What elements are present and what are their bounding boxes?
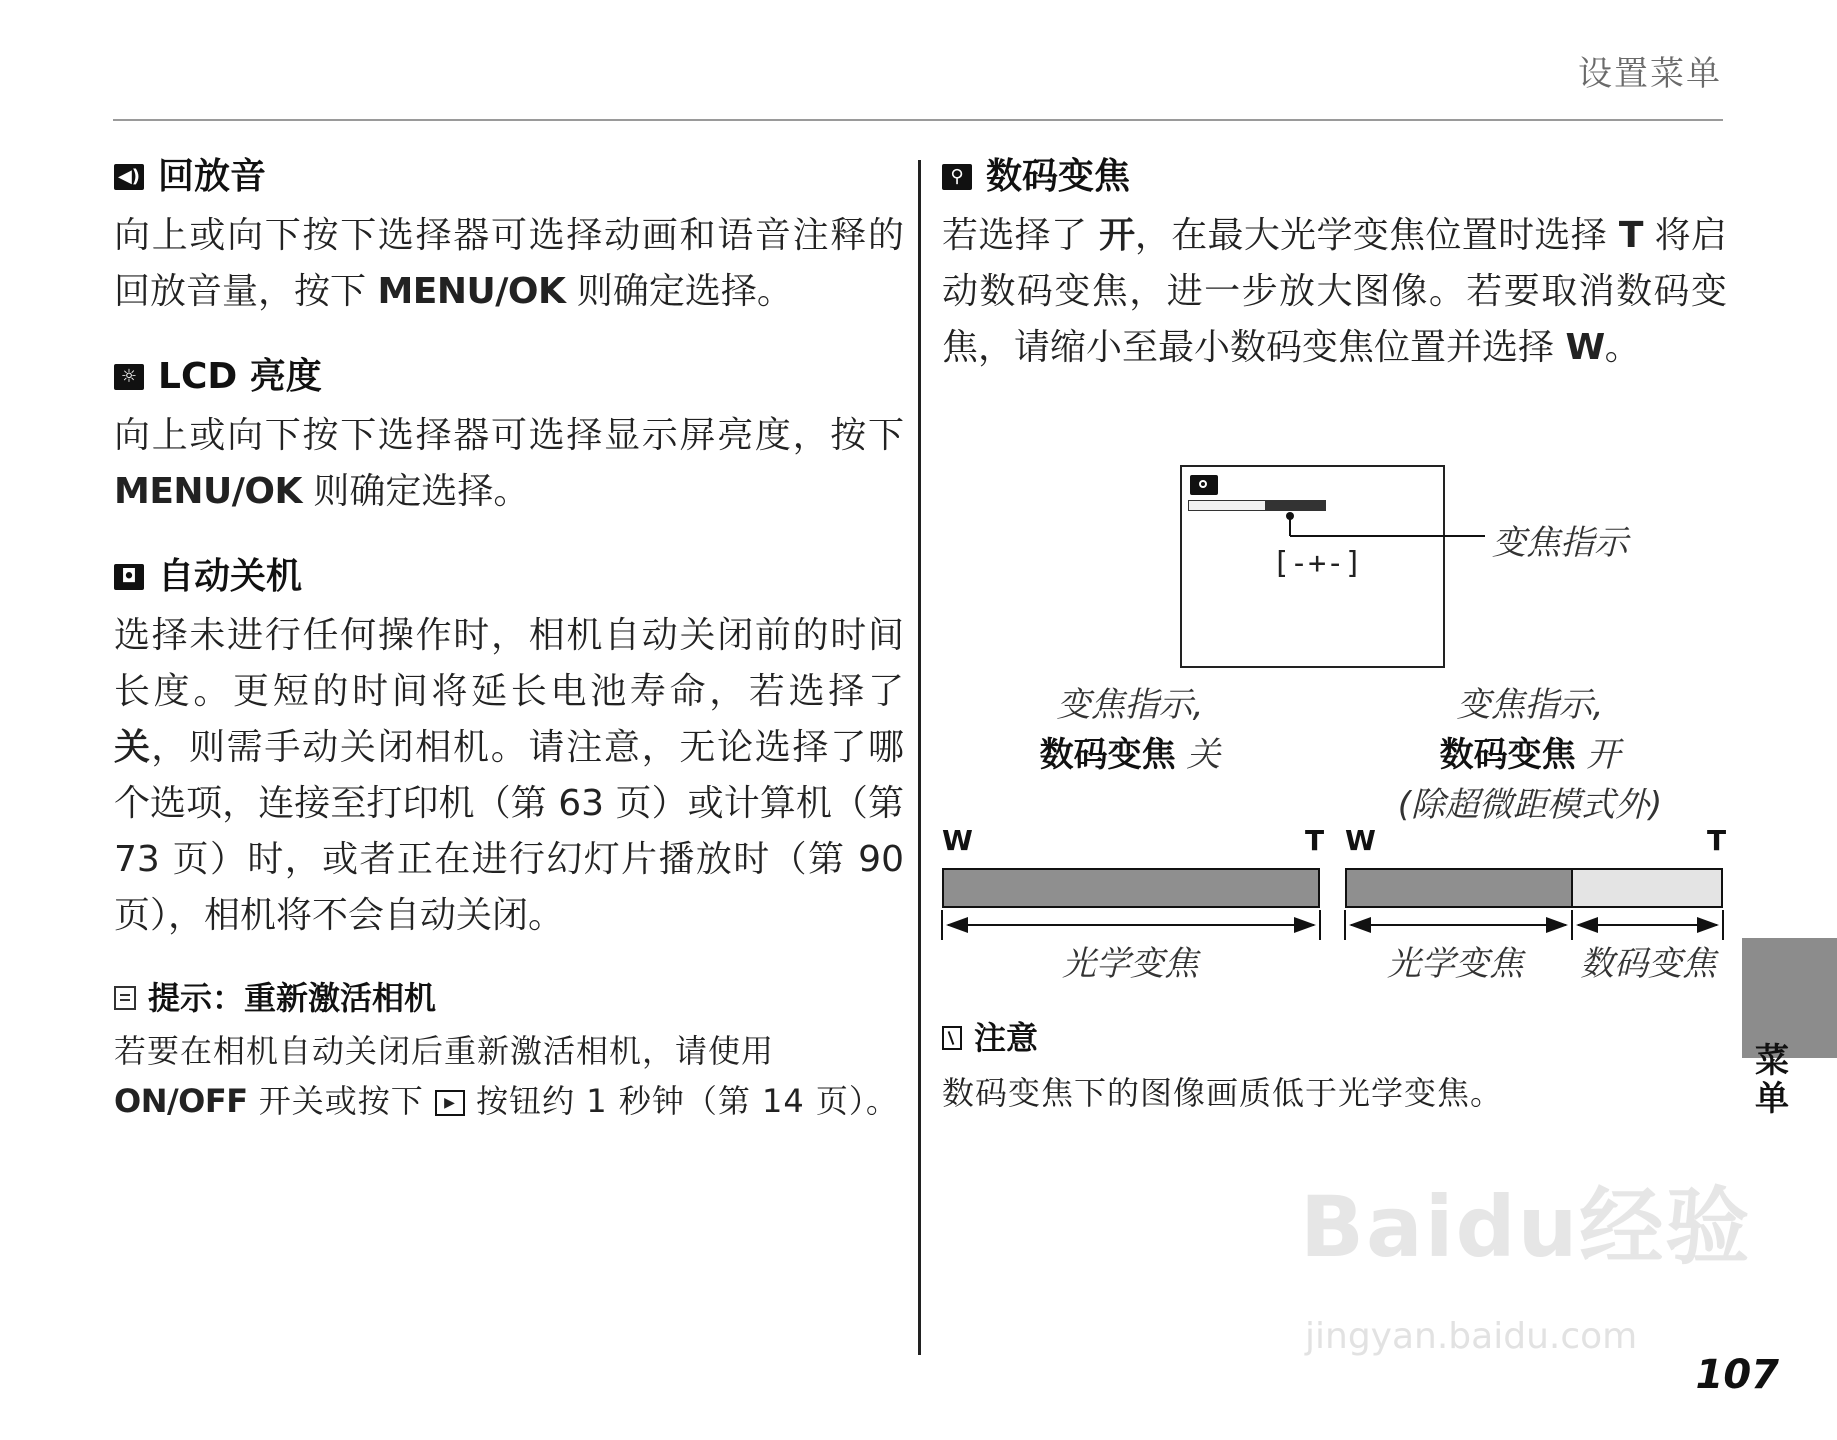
- note-title: 注意: [942, 1014, 1722, 1062]
- right-bar-tele-label: T: [1707, 824, 1727, 857]
- section-body: 向上或向下按下选择器可选择动画和语音注释的回放音量，按下 MENU/OK 则确定选择。: [114, 215, 904, 312]
- optical-zoom-label-right: 光学变焦: [1387, 944, 1523, 984]
- right-digital-arrow-end: [1697, 917, 1719, 933]
- section-title: ◘ 自动关机: [114, 550, 904, 604]
- zoom-icon: ⚲: [942, 164, 972, 190]
- caption-digital-zoom-off: 变焦指示, 数码变焦 关: [1039, 685, 1221, 775]
- note-body: 数码变焦下的图像画质低于光学变焦。: [942, 1074, 1504, 1112]
- side-tab: [1742, 938, 1837, 1058]
- right-optical-arrow-end: [1546, 917, 1568, 933]
- brightness-icon: ☼: [114, 364, 144, 390]
- optical-zoom-label: 光学变焦: [1062, 944, 1198, 984]
- digital-zoom-label: 数码变焦: [1580, 944, 1716, 984]
- left-arrow-head-end: [1294, 917, 1316, 933]
- note-icon: [942, 1026, 962, 1050]
- left-bar-wide-label: W: [942, 824, 973, 857]
- side-tab-label: 菜单: [1755, 1041, 1789, 1119]
- section-body: 向上或向下按下选择器可选择显示屏亮度，按下 MENU/OK 则确定选择。: [114, 415, 904, 512]
- watermark-url: jingyan.baidu.com: [1305, 1316, 1638, 1357]
- optical-zoom-bar-combined: [1345, 868, 1574, 908]
- section-title: ◀) 回放音: [114, 150, 904, 204]
- right-optical-arrow-start: [1349, 917, 1371, 933]
- digital-zoom-bar: [1571, 868, 1723, 908]
- tip-title: 提示：重新激活相机: [114, 974, 904, 1022]
- page-number: 107: [1695, 1352, 1779, 1398]
- optical-zoom-bar: [942, 868, 1320, 908]
- left-arrow-head-start: [946, 917, 968, 933]
- speaker-icon: ◀): [114, 164, 144, 190]
- caption-digital-zoom-on: 变焦指示, 数码变焦 开 (除超微距模式外): [1397, 685, 1663, 825]
- zoom-indicator-callout: 变焦指示: [1492, 523, 1628, 563]
- tip-body: 若要在相机自动关闭后重新激活相机，请使用 ON/OFF 开关或按下 ▶ 按钮约 1 秒钟（第 14 页）。: [114, 1032, 899, 1120]
- auto-off-icon: ◘: [114, 564, 144, 590]
- note-section: [942, 1014, 1722, 1118]
- playback-button-icon: ▶: [435, 1090, 465, 1116]
- left-bar-tele-label: T: [1305, 824, 1325, 857]
- right-digital-arrow-start: [1576, 917, 1598, 933]
- section-body: 选择未进行任何操作时，相机自动关闭前的时间长度。更短的时间将延长电池寿命，若选择了 关，则需手动关闭相机。请注意，无论选择了哪个选项，连接至打印机（第 63 页）或计算机（第 73 页）时，或者正在进行幻灯片播放时（第 90 页），相机将不会自动关闭。: [114, 615, 904, 936]
- section-title: ⚲ 数码变焦: [942, 150, 1727, 204]
- right-bar-wide-label: W: [1345, 824, 1376, 857]
- section-title: ☼ LCD 亮度: [114, 350, 904, 404]
- section-header-title: 设置菜单: [1578, 54, 1722, 94]
- watermark-logo: Baidu经验: [1300, 1178, 1752, 1276]
- focus-frame-icon: [-+-]: [1272, 546, 1363, 581]
- section-body: 若选择了 开，在最大光学变焦位置时选择 T 将启动数码变焦，进一步放大图像。若要取消数码变焦，请缩小至最小数码变焦位置并选择 W。: [942, 215, 1727, 368]
